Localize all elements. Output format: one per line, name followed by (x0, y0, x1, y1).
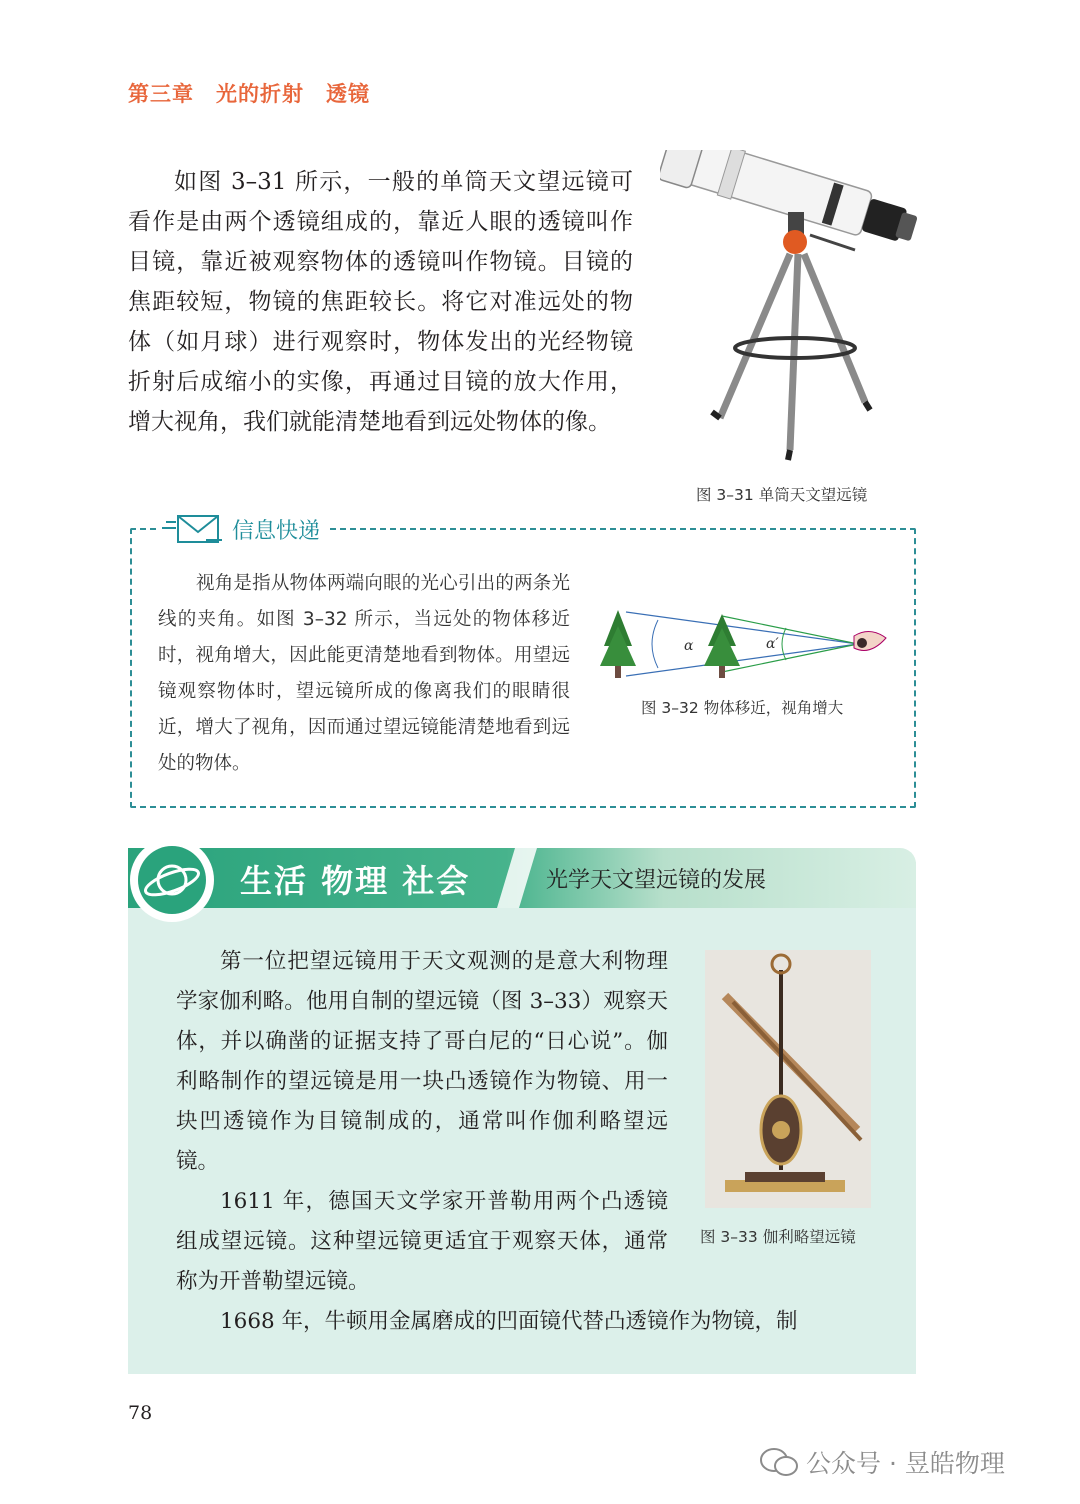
banner-divider (497, 848, 537, 908)
page-number: 78 (128, 1402, 153, 1424)
info-box-header (156, 510, 330, 548)
life-paragraph-2: 1611 年，德国天文学家开普勒用两个凸透镜组成望远镜。这种望远镜更适宜于观察天体，通常称为开普勒望远镜。 (176, 1189, 668, 1294)
life-paragraph-3: 1668 年，牛顿用金属磨成的凹面镜代替凸透镜作为物镜，制 (220, 1309, 798, 1334)
visual-angle-diagram (596, 608, 896, 688)
angle-alpha-label: α (684, 638, 694, 654)
galileo-telescope-image (705, 950, 871, 1208)
main-paragraph-block (128, 162, 633, 442)
watermark-text: 公众号 · 昱皓物理 (806, 1449, 1005, 1478)
life-paragraph-1: 第一位把望远镜用于天文观测的是意大利物理学家伽利略。他用自制的望远镜（图 3–33）观察天体，并以确凿的证据支持了哥白尼的“日心说”。伽利略制作的望远镜是用一块凸透镜作为物镜、用一块凹透镜作为目镜制成的，通常叫作伽利略望远镜。 (176, 949, 668, 1174)
life-section-text (176, 942, 668, 1302)
planet-icon (128, 836, 216, 924)
main-paragraph: 如图 3–31 所示，一般的单筒天文望远镜可看作是由两个透镜组成的，靠近人眼的透镜叫作目镜，靠近被观察物体的透镜叫作物镜。目镜的焦距较短，物镜的焦距较长。将它对准远处的物体（如月球）进行观察时，物体发出的光经物镜折射后成缩小的实像，再通过目镜的放大作用，增大视角，我们就能清楚地看到远处物体的像。 (128, 169, 633, 435)
life-section-title: 生活 物理 社会 (240, 862, 471, 900)
wechat-icon (760, 1447, 798, 1477)
info-box-text (158, 566, 570, 782)
figure-3-32-caption: 图 3–32 物体移近，视角增大 (641, 699, 844, 717)
life-section-subtitle: 光学天文望远镜的发展 (546, 868, 767, 893)
info-paragraph: 视角是指从物体两端向眼的光心引出的两条光线的夹角。如图 3–32 所示，当远处的物体移近时，视角增大，因此能更清楚地看到物体。用望远镜观察物体时，望远镜所成的像离我们的眼睛很近，增大了视角，因而通过望远镜能清楚地看到远处的物体。 (158, 573, 570, 774)
figure-3-31-caption: 图 3–31 单筒天文望远镜 (696, 486, 868, 504)
angle-alpha-prime-label: α′ (766, 636, 779, 652)
chapter-header: 第三章 光的折射 透镜 (128, 81, 370, 106)
figure-3-33-caption: 图 3–33 伽利略望远镜 (700, 1228, 856, 1246)
info-box-title: 信息快递 (232, 518, 321, 544)
envelope-icon (162, 512, 224, 546)
watermark (760, 1444, 1005, 1480)
telescope-image (660, 150, 930, 470)
